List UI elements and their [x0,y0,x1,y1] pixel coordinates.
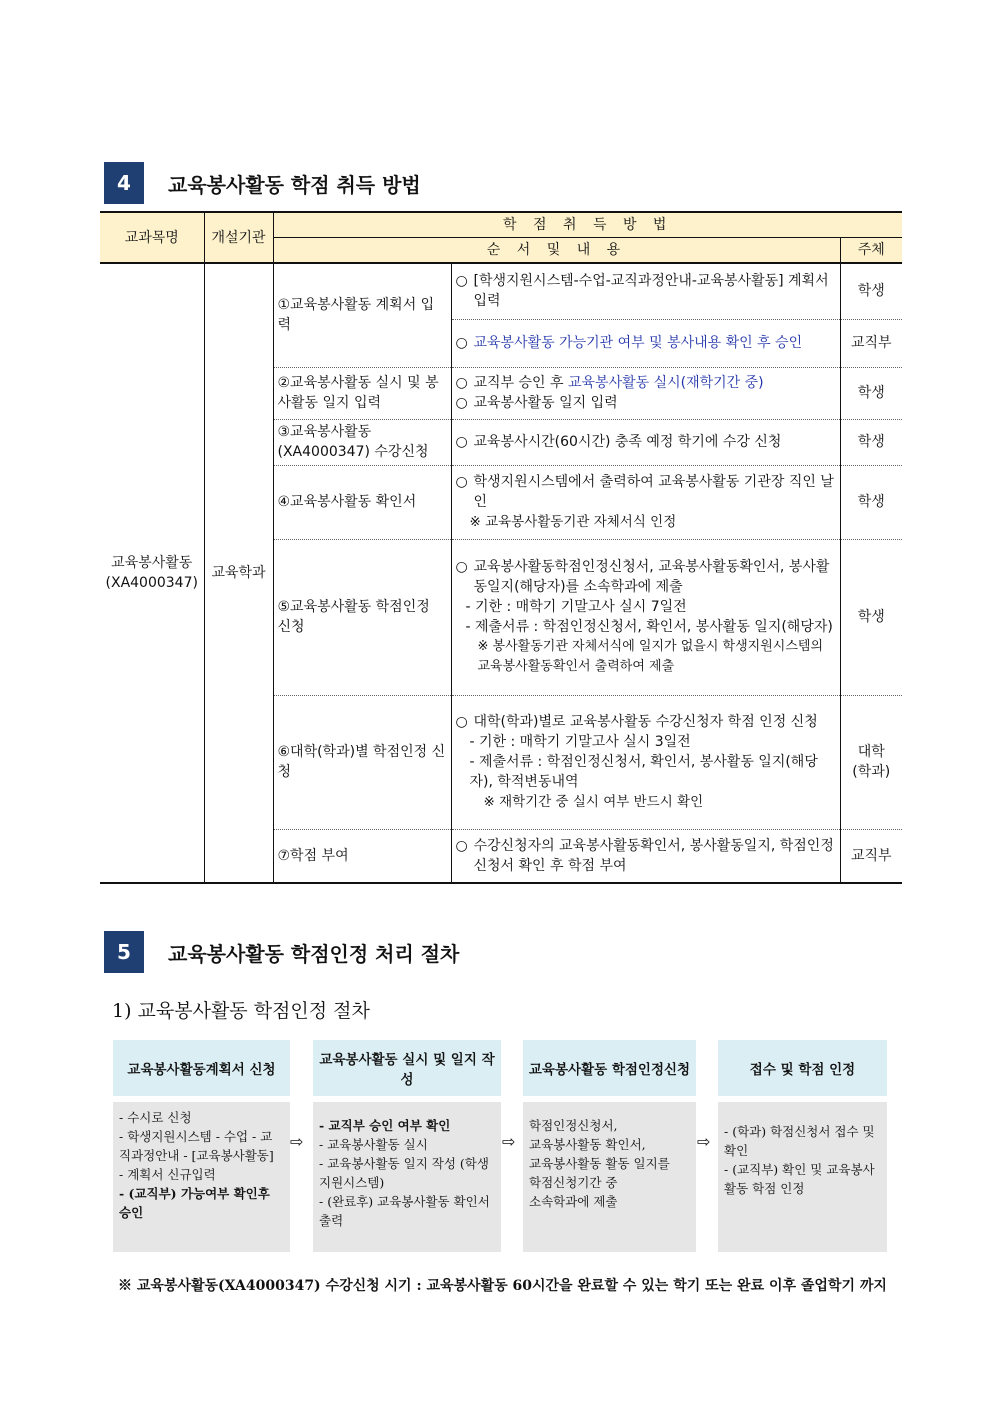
flow-box-4 [718,1040,887,1252]
step-1-actor-1: 학생 [840,263,902,319]
step-2: ②교육봉사활동 실시 및 봉사활동 일지 입력 [273,367,451,419]
step-1-content-1: ○ [학생지원시스템-수업-교직과정안내-교육봉사활동] 계획서 입력 [451,263,840,319]
step-2-content: ○ 교직부 승인 후 교육봉사활동 실시(재학기간 중) ○ 교육봉사활동 일지 입력 [451,367,840,419]
header-method: 학 점 취 득 방 법 [273,212,902,238]
step-1-actor-2: 교직부 [840,319,902,367]
flow-box-title: 접수 및 학점 인정 [718,1040,887,1102]
step-6: ⑥대학(학과)별 학점인정 신청 [273,695,451,829]
step-3-actor: 학생 [840,419,902,465]
footnote: ※ 교육봉사활동(XA4000347) 수강신청 시기 : 교육봉사활동 60시간을 완료할 수 있는 학기 또는 완료 이후 졸업학기 까지 [118,1278,887,1294]
step-4: ④교육봉사활동 확인서 [273,465,451,539]
section-5-heading [104,931,459,973]
section-title: 교육봉사활동 학점인정 처리 절차 [168,941,460,966]
flow-box-title: 교육봉사활동계획서 신청 [113,1040,290,1102]
org-name: 교육학과 [204,263,273,883]
step-5-content: ○ 교육봉사활동학점인정신청서, 교육봉사활동확인서, 봉사활동일지(해당자)를 소속학과에 제출 - 기한 : 매학기 기말고사 실시 7일전 - 제출서류 : 학점인정신청서, 확인서, 봉사활동 일지(해당자) ※ 봉사활동기관 자체서식에 일지가 없을시 학생지원시스템의 교육봉사활동확인서 출력하여 제출 [451,539,840,695]
section-number: 4 [104,162,144,204]
header-org: 개설기관 [204,212,273,263]
flow-box-body: - (학과) 학점신청서 접수 및 확인 - (교직부) 확인 및 교육봉사활동 학점 인정 [724,1124,875,1196]
step-2-actor: 학생 [840,367,902,419]
step-5: ⑤교육봉사활동 학점인정 신청 [273,539,451,695]
section-number: 5 [104,931,144,973]
subsection-title: 1) 교육봉사활동 학점인정 절차 [112,1000,370,1022]
step-1-content-2: ○ 교육봉사활동 가능기관 여부 및 봉사내용 확인 후 승인 [451,319,840,367]
flow-arrow-2: ⇨ [502,1132,516,1151]
credit-method-table [100,211,902,884]
step-6-actor: 대학 (학과) [840,695,902,829]
step-7-content: ○ 수강신청자의 교육봉사활동확인서, 봉사활동일지, 학점인정신청서 확인 후 학점 부여 [451,829,840,883]
flow-box-body: 학점인정신청서, 교육봉사활동 확인서, 교육봉사활동 활동 일지를 학점신청기간 중 소속학과에 제출 [529,1118,670,1209]
step-4-content: ○ 학생지원시스템에서 출력하여 교육봉사활동 기관장 직인 날인 ※ 교육봉사활동기관 자체서식 인정 [451,465,840,539]
flow-box-title: 교육봉사활동 학점인정신청 [523,1040,696,1102]
step-7: ⑦학점 부여 [273,829,451,883]
flow-box-3 [523,1040,696,1252]
course-name: 교육봉사활동(XA4000347) [100,263,204,883]
step-1: ①교육봉사활동 계획서 입력 [273,263,451,367]
step-5-actor: 학생 [840,539,902,695]
section-title: 교육봉사활동 학점 취득 방법 [168,172,421,197]
flow-box-body: - 수시로 신청 - 학생지원시스템 - 수업 - 교직과정안내 - [교육봉사활동] - 계획서 신규입력 - (교직부) 가능여부 확인후 승인 [119,1110,274,1220]
step-6-content: ○ 대학(학과)별로 교육봉사활동 수강신청자 학점 인정 신청 - 기한 : 매학기 기말고사 실시 3일전 - 제출서류 : 학점인정신청서, 확인서, 봉사활동 일지(해당자), 학적변동내역 ※ 재학기간 중 실시 여부 반드시 확인 [451,695,840,829]
step-7-actor: 교직부 [840,829,902,883]
step-3-content: ○ 교육봉사시간(60시간) 충족 예정 학기에 수강 신청 [451,419,840,465]
flow-arrow-1: ⇨ [290,1132,304,1151]
header-course: 교과목명 [100,212,204,263]
flow-box-1 [113,1040,290,1252]
flow-box-body: - 교직부 승인 여부 확인 - 교육봉사활동 실시 - 교육봉사활동 일지 작성 (학생지원시스템) - (완료후) 교육봉사활동 확인서 출력 [319,1118,490,1228]
flow-box-2 [313,1040,501,1252]
header-steps: 순 서 및 내 용 [273,238,840,264]
section-4-heading [104,162,421,204]
flow-arrow-3: ⇨ [697,1132,711,1151]
flow-box-title: 교육봉사활동 실시 및 일지 작성 [313,1040,501,1102]
step-3: ③교육봉사활동 (XA4000347) 수강신청 [273,419,451,465]
step-4-actor: 학생 [840,465,902,539]
header-actor: 주체 [840,238,902,264]
